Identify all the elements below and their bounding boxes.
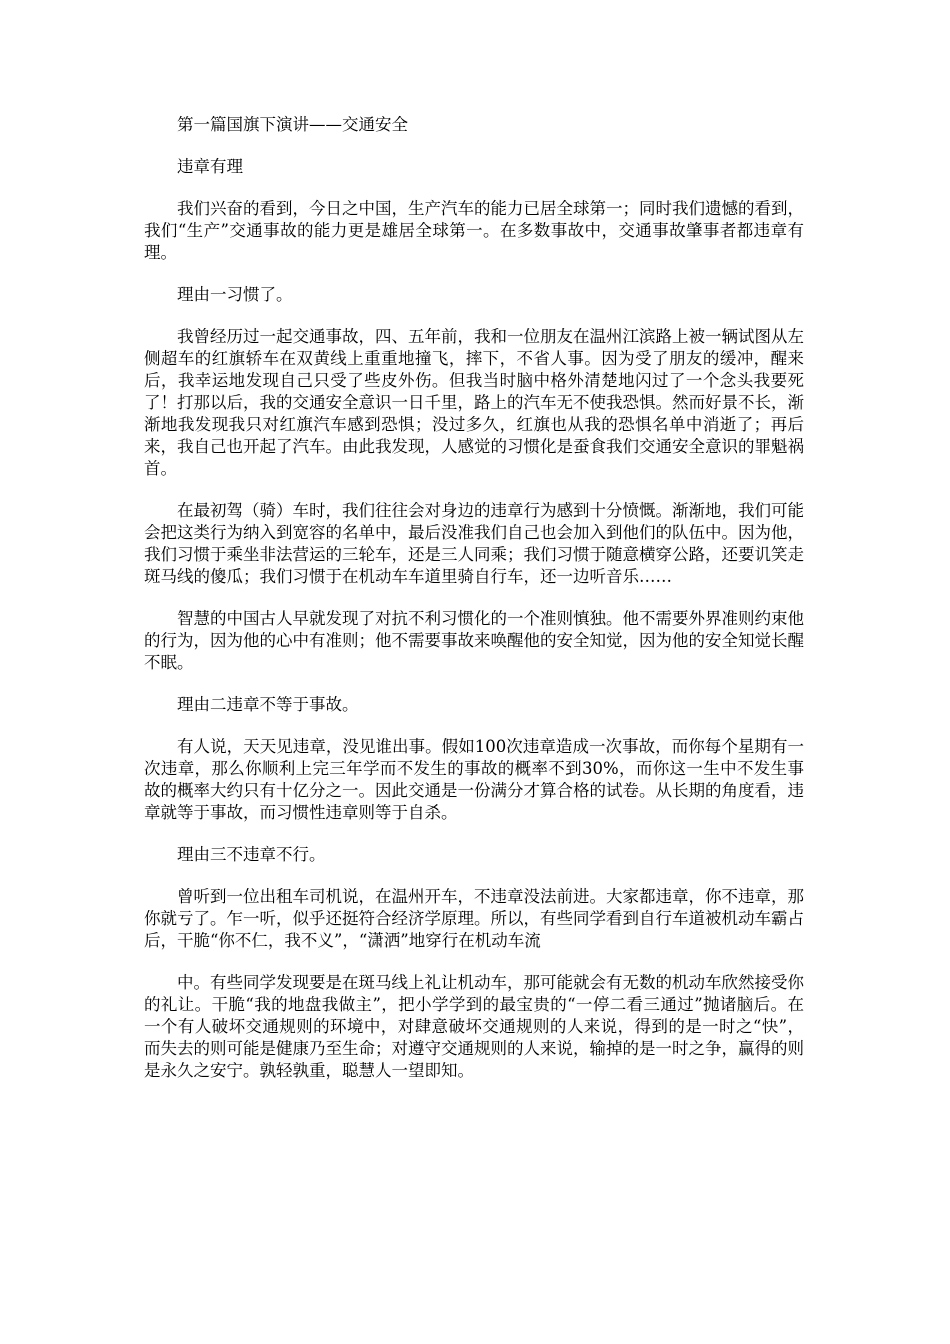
paragraph-6: 曾听到一位出租车司机说，在温州开车，不违章没法前进。大家都违章，你不违章，那你就亏了。乍一听，似乎还挺符合经济学原理。所以，有些同学看到自行车道被机动车霸占后，干脆“你不仁，我不义”，“潇洒”地穿行在机动车流 — [144, 887, 804, 950]
paragraph-4: 智慧的中国古人早就发现了对抗不利习惯化的一个准则慎独。他不需要外界准则约束他的行为，因为他的心中有准则；他不需要事故来唤醒他的安全知觉，因为他的安全知觉长醒不眠。 — [144, 609, 804, 672]
paragraph-3: 在最初驾（骑）车时，我们往往会对身边的违章行为感到十分愤慨。渐渐地，我们可能会把这类行为纳入到宽容的名单中，最后没准我们自己也会加入到他们的队伍中。因为他，我们习惯于乘坐非法营运的三轮车，还是三人同乘；我们习惯于随意横穿公路，还要讥笑走斑马线的傻瓜；我们习惯于在机动车车道里骑自行车，还一边听音乐…… — [144, 501, 804, 586]
paragraph-1: 我们兴奋的看到，今日之中国，生产汽车的能力已居全球第一；同时我们遗憾的看到，我们“生产”交通事故的能力更是雄居全球第一。在多数事故中，交通事故肇事者都违章有理。 — [144, 199, 804, 262]
document-subtitle: 违章有理 — [177, 157, 243, 176]
paragraph-5: 有人说，天天见违章，没见谁出事。假如100次违章造成一次事故，而你每个星期有一次违章，那么你顺利上完三年学而不发生的事故的概率不到30%，而你这一生中不发生事故的概率大约只有十亿分之一。因此交通是一份满分才算合格的试卷。从长期的角度看，违章就等于事故，而习惯性违章则等于自杀。 — [144, 737, 804, 822]
document-page — [144, 114, 804, 1102]
paragraph-reason-three: 理由三不违章不行。 — [177, 845, 326, 864]
document-title: 第一篇国旗下演讲——交通安全 — [177, 115, 408, 134]
paragraph-reason-one: 理由一习惯了。 — [177, 285, 293, 304]
paragraph-7: 中。有些同学发现要是在斑马线上礼让机动车，那可能就会有无数的机动车欣然接受你的礼让。干脆“我的地盘我做主”，把小学学到的最宝贵的“一停二看三通过”抛诸脑后。在一个有人破坏交通规则的环境中，对肆意破坏交通规则的人来说，得到的是一时之“快”，而失去的则可能是健康乃至生命；对遵守交通规则的人来说，输掉的是一时之争，赢得的则是永久之安宁。孰轻孰重，聪慧人一望即知。 — [144, 973, 804, 1080]
paragraph-reason-two: 理由二违章不等于事故。 — [177, 695, 359, 714]
paragraph-2: 我曾经历过一起交通事故，四、五年前，我和一位朋友在温州江滨路上被一辆试图从左侧超车的红旗轿车在双黄线上重重地撞飞，摔下，不省人事。因为受了朋友的缓冲，醒来后，我幸运地发现自己只受了些皮外伤。但我当时脑中格外清楚地闪过了一个念头我要死了！打那以后，我的交通安全意识一日千里，路上的汽车无不使我恐惧。然而好景不长，渐渐地我发现我只对红旗汽车感到恐惧；没过多久，红旗也从我的恐惧名单中消逝了；再后来，我自己也开起了汽车。由此我发现，人感觉的习惯化是蚕食我们交通安全意识的罪魁祸首。 — [144, 327, 804, 478]
